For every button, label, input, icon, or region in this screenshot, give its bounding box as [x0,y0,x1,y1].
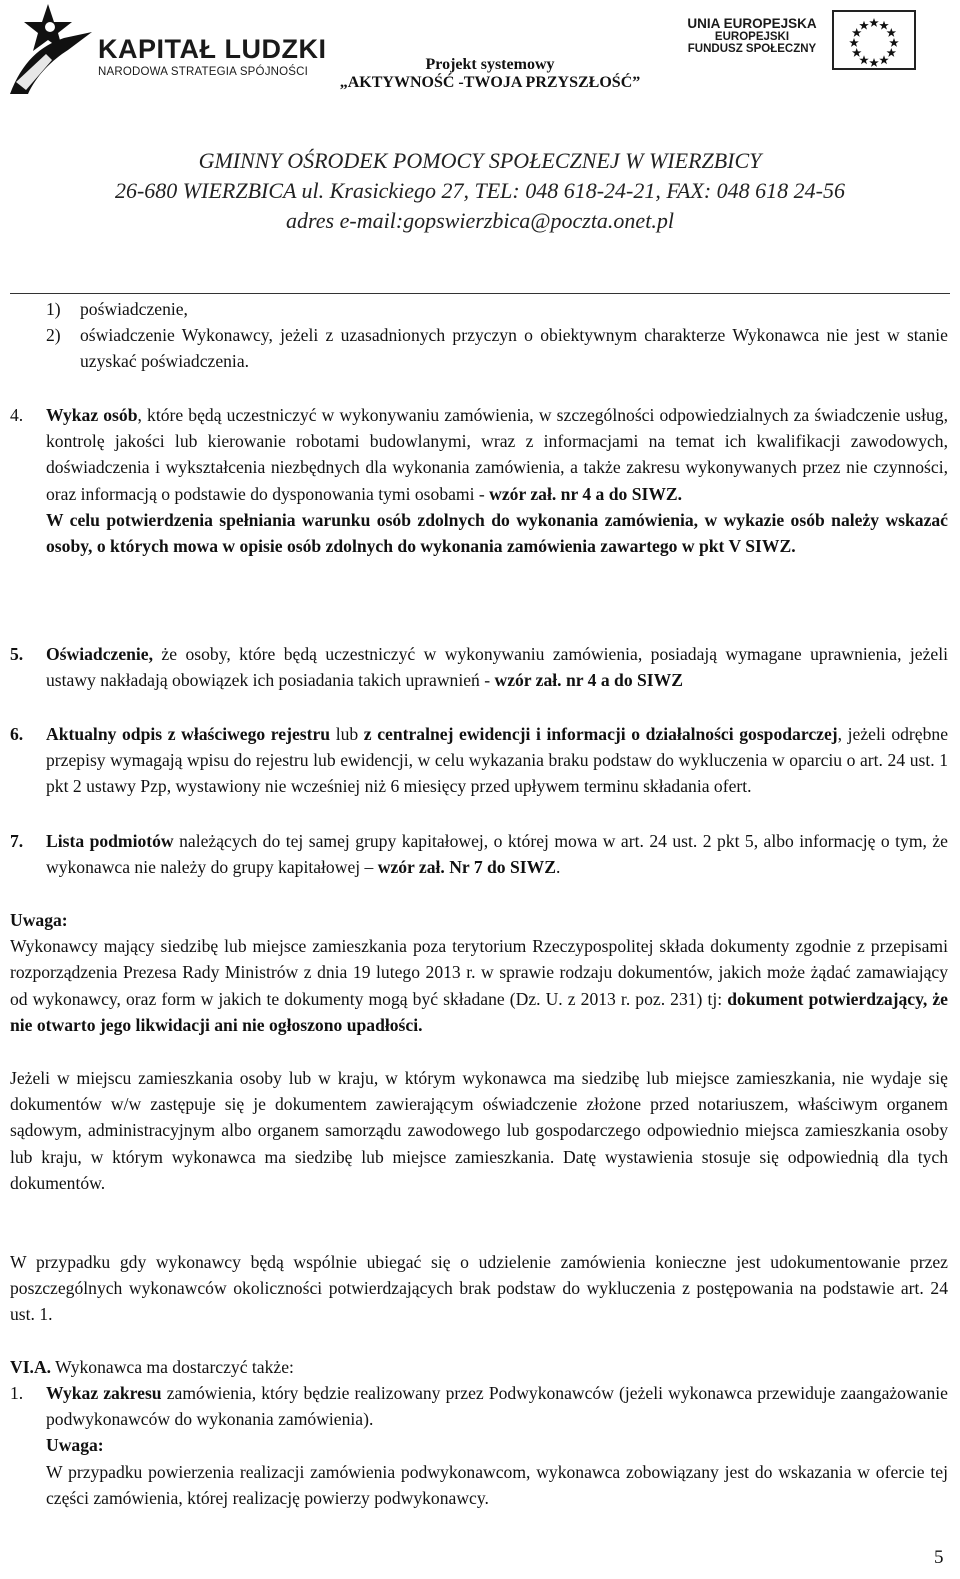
requirement-item-6 [10,721,948,800]
item-number: 1. [10,1383,24,1403]
item-note-label: Uwaga: [46,1435,104,1456]
office-name: GMINNY OŚRODEK POMOCY SPOŁECZNEJ W WIERZBICY [198,148,762,173]
eu-flag-icon [832,10,916,70]
list-item [46,296,948,322]
page-number: 5 [934,1547,944,1568]
kapital-ludzki-logo [6,2,327,92]
office-address-block [0,146,960,236]
item-note-text: W przypadku powierzenia realizacji zamówienia podwykonawcom, wykonawca zobowiązany jest do wskazania w ofercie tej części zamówienia, której realizację powierzy podwykonawcy. [46,1461,948,1508]
requirement-item-7 [10,828,948,880]
requirement-item-5 [10,641,948,693]
eu-line-1: UNIA EUROPEJSKA [687,16,817,31]
logo-title: KAPITAŁ LUDZKI [98,34,327,64]
list-item-text: oświadczenie Wykonawcy, jeżeli z uzasadnionych przyczyn o obiektywnym charakterze Wykonawca nie jest w stanie uzyskać poświadczenia. [80,325,948,372]
via-item-1 [10,1380,948,1511]
eu-fund-label [682,16,822,55]
item-text: Oświadczenie, że osoby, które będą uczestniczyć w wykonywaniu zamówienia, posiadają wymagane uprawnienia, jeżeli ustawy nakładają obowiązek ich posiadania takich uprawnień - wzór zał. nr 4 a do SIWZ [46,644,948,691]
header-divider [10,293,950,294]
paragraph-joint-contractors: W przypadku gdy wykonawcy będą wspólnie ubiegać się o udzielenie zamówienia konieczne jest udokumentowanie przez poszczególnych wykonawców okoliczności potwierdzających brak podstaw do wykluczenia z postępowania na podstawie art. 24 ust. 1. [10,1252,948,1325]
item-note: W celu potwierdzenia spełniania warunku osób zdolnych do wykonania zamówienia, w wykazie osób należy wskazać osoby, o których mowa w opisie osób zdolnych do wykonania zamówienia zawartego w pkt V SIWZ. [46,509,948,557]
eu-line-2: EUROPEJSKI [714,31,790,43]
item-text: Lista podmiotów należących do tej samej grupy kapitałowej, o której mowa w art. 24 ust. 2 pkt 5, albo informację o tym, że wykonawca nie należy do grupy kapitałowej – wzór zał. Nr 7 do SIWZ. [46,831,948,878]
item-text: Aktualny odpis z właściwego rejestru lub z centralnej ewidencji i informacji o działalności gospodarczej, jeżeli odrębne przepisy wymagają wpisu do rejestru lub ewidencji, w celu wykazania braku podstaw do wykluczenia w oparciu o art. 24 ust. 1 pkt 2 ustawy Pzp, wystawiony nie wcześniej niż 6 miesięcy przed upływem terminu składania ofert. [46,724,949,797]
paragraph-substitute-documents: Jeżeli w miejscu zamieszkania osoby lub w kraju, w którym wykonawca ma siedzibę lub miejsce zamieszkania, nie wydaje się dokumentów w/w zastępuje się je dokumentem zawierającym oświadczenie złożone przed notariuszem, właściwym organem sądowym, administracyjnym albo organem samorządu zawodowego lub gospodarczego odpowiednio miejsca zamieszkania osoby lub kraju, w którym wykonawca ma siedzibę lub miejsce zamieszkania. Datę wystawienia stosuje się odpowiednią dla tych dokumentów. [10,1068,948,1193]
logo-subtitle: NARODOWA STRATEGIA SPÓJNOŚCI [98,66,309,78]
project-line-1: Projekt systemowy [425,56,555,73]
section-heading-via: VI.A. Wykonawca ma dostarczyć także: [10,1357,294,1377]
item-number: 5. [10,644,24,664]
requirement-item-4 [10,402,948,559]
item-number: 7. [10,831,24,851]
eu-line-3: FUNDUSZ SPOŁECZNY [687,43,817,55]
item-text: Wykaz zakresu zamówienia, który będzie realizowany przez Podwykonawców (jeżeli wykonawca przewiduje zaangażowanie podwykonawców do wykonania zamówienia). [46,1383,948,1430]
list-item [46,322,948,374]
list-item-text: poświadczenie, [80,299,188,319]
note-label: Uwaga: [10,910,68,930]
item-number: 6. [10,724,24,744]
item-text: Wykaz osób, które będą uczestniczyć w wykonywaniu zamówienia, w szczególności odpowiedzialnych za świadczenie usług, kontrolę jakości lub kierowanie robotami budowlanymi, wraz z informacjami na temat ich kwalifikacji zawodowych, doświadczenia i wykształcenia niezbędnych dla wykonania zamówienia, a także zakresu wykonywanych przez nie czynności, oraz informacją o podstawie do dysponowania tymi osobami - wzór zał. nr 4 a do SIWZ. [46,405,948,504]
list-item-number: 2) [46,325,61,345]
note-foreign-contractors [10,907,948,1038]
office-address: 26-680 WIERZBICA ul. Krasickiego 27, TEL: 048 618-24-21, FAX: 048 618 24-56 [114,178,846,203]
page-header [0,0,960,240]
project-title [300,56,680,92]
project-line-2: „AKTYWNOŚĆ -TWOJA PRZYSZŁOŚĆ” [339,74,641,91]
note-text: Wykonawcy mający siedzibę lub miejsce zamieszkania poza terytorium Rzeczypospolitej składa dokumenty zgodnie z przepisami rozporządzenia Prezesa Rady Ministrów z dnia 19 lutego 2013 r. w sprawie rodzaju dokumentów, jakich może żądać zamawiający od wykonawcy, oraz form w jakich te dokumenty mogą być składane (Dz. U. z 2013 r. poz. 231) tj: dokument potwierdzający, że nie otwarto jego likwidacji ani nie ogłoszono upadłości. [10,936,948,1035]
kapital-ludzki-emblem-icon [6,2,96,94]
office-email: adres e-mail:gopswierzbica@poczta.onet.pl [286,208,674,233]
item-number: 4. [10,405,24,425]
list-item-number: 1) [46,299,61,319]
